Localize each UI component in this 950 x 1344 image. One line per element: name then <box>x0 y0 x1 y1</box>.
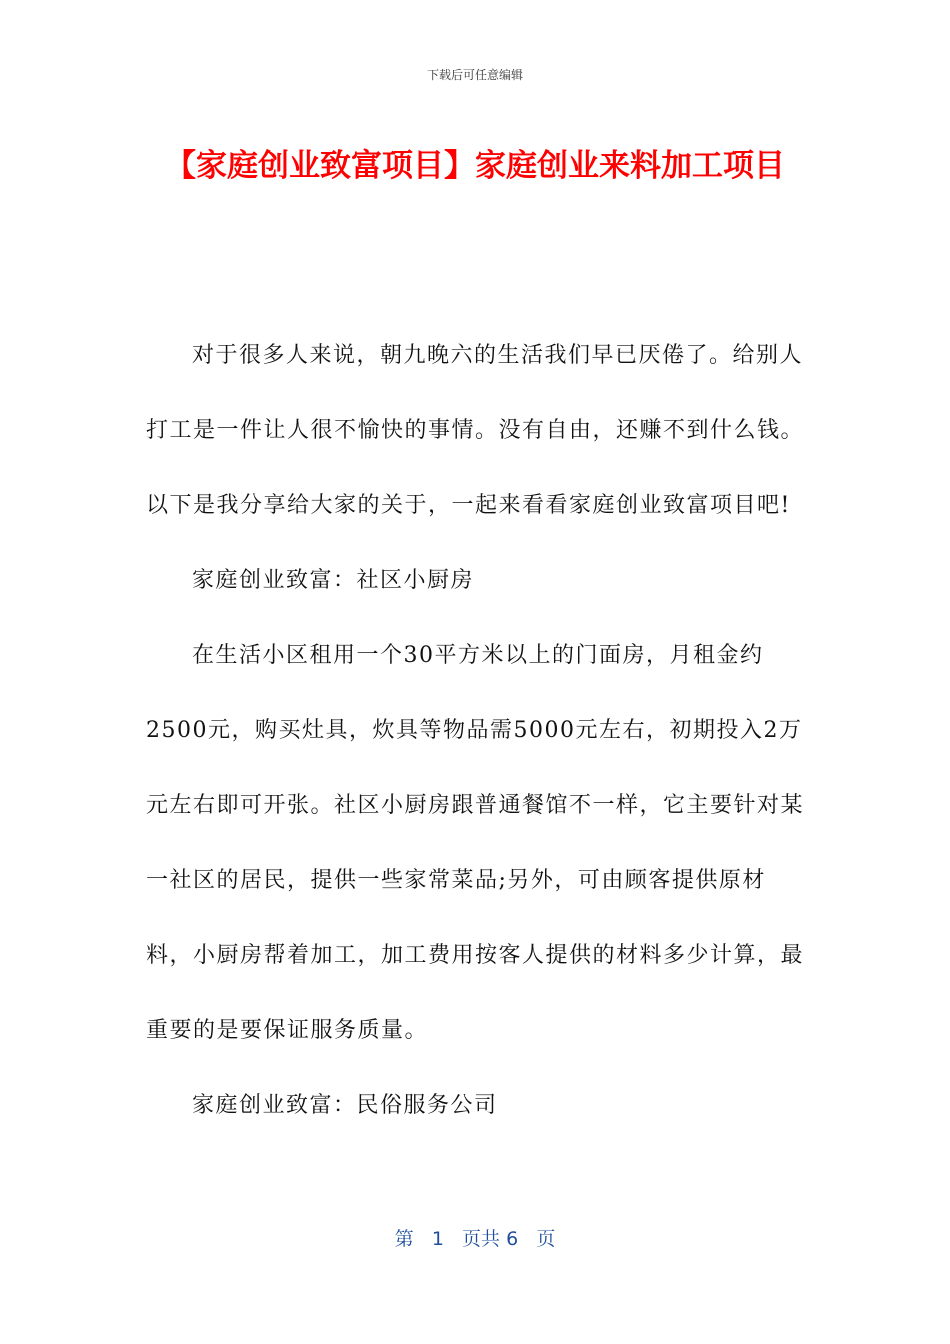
footer-page-suffix: 页 <box>536 1228 556 1250</box>
footer-total-pages: 6 <box>506 1228 519 1250</box>
section-heading-community-kitchen: 家庭创业致富：社区小厨房 <box>192 568 475 593</box>
community-kitchen-paragraph: 在生活小区租用一个30平方米以上的门面房，月租金约2500元，购买灶具，炊具等物品需5000元左右，初期投入2万元左右即可开张。社区小厨房跟普通餐馆不一样，它主要针对某一社区的居民，提供一些家常菜品;另外，可由顾客提供原材料，小厨房帮着加工，加工费用按客人提供的材料多少计算，最重要的是要保证服务质量。 <box>146 643 805 1043</box>
footer-page-prefix: 第 <box>394 1228 414 1250</box>
document-body <box>146 318 806 1143</box>
footer-current-page: 1 <box>431 1228 444 1250</box>
footer-page-middle: 页共 <box>462 1228 501 1250</box>
page-number-footer <box>0 1226 950 1252</box>
section-heading-folk-services: 家庭创业致富：民俗服务公司 <box>192 1093 498 1118</box>
page-header-note: 下载后可任意编辑 <box>426 68 523 82</box>
intro-paragraph: 对于很多人来说，朝九晚六的生活我们早已厌倦了。给别人打工是一件让人很不愉快的事情。没有自由，还赚不到什么钱。以下是我分享给大家的关于，一起来看看家庭创业致富项目吧! <box>146 343 805 518</box>
document-title: 【家庭创业致富项目】家庭创业来料加工项目 <box>165 148 785 184</box>
